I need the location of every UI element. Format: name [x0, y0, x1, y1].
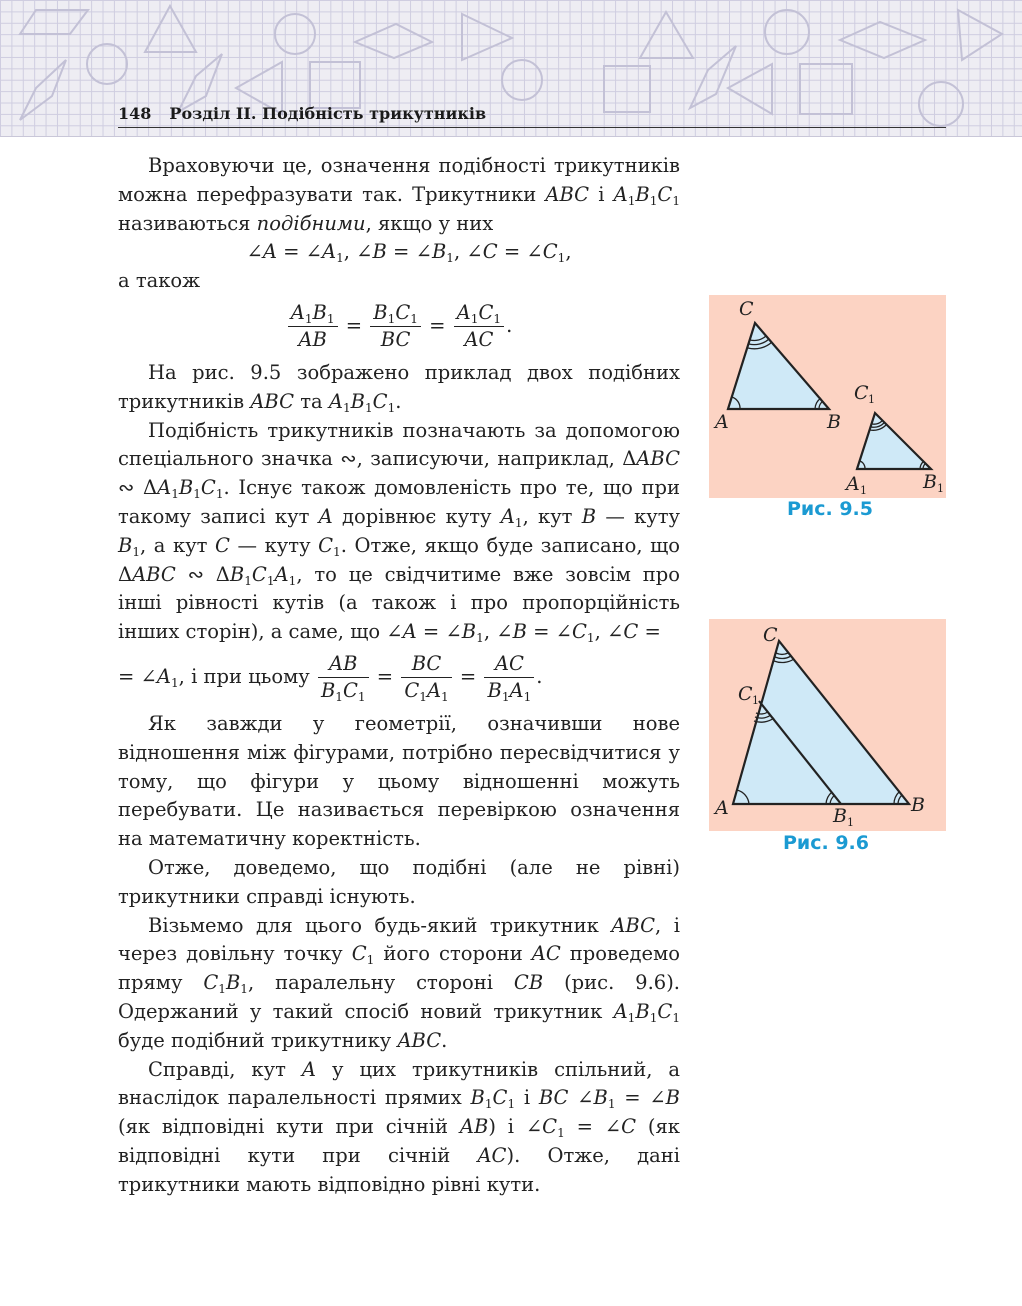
vertex-label: A — [715, 797, 729, 819]
text-span: , паралельну стороні — [247, 971, 494, 995]
vertex-subscript: 1 — [868, 393, 875, 406]
section-title: Розділ ІІ. Подібність трикутників — [169, 104, 487, 123]
text-span: На рис. 9.5 зображено приклад двох подібних трикутників — [118, 360, 680, 413]
ratio-equation: $\frac{A_1B_1}{AB}$ = $\frac{B_1C_1}{BC}$ = $\frac{A_1C_1}{AC}$ . — [118, 296, 680, 359]
text-span: (як відповідні кути при січній — [118, 1115, 449, 1139]
figure-9-5 — [709, 295, 946, 498]
angle-ratio-equation: = $\angle A_1$, і при цьому $\frac{AB}{B_1C_1}$ = $\frac{BC}{C_1A_1}$ = $\frac{AC}{B_1A_1}$ . — [118, 651, 543, 705]
paragraph-also — [118, 267, 680, 296]
vertex-label: C — [738, 683, 753, 705]
text-span: , кут — [522, 504, 573, 528]
page-number: 148 — [118, 104, 152, 123]
paragraph-1: Враховуючи це, означення подібності трикутників можна перефразувати так. Трикутники ABC і $A_1B_1C_1$ називаються подібними, якщо у них — [118, 154, 681, 235]
text-span: , то це свідчитиме вже зовсім про інші рівності кутів (а також і про пропорційність інших сторін), а саме, що — [118, 562, 680, 644]
text-span: . Отже, якщо буде записано, що — [340, 533, 680, 557]
figure-9-6 — [709, 619, 946, 831]
angle-equalities: ∠A = $\angle A_1$, ∠B = $\angle B_1$, ∠C = $\angle C_1$, — [246, 240, 572, 266]
figure-9-5-caption: Рис. 9.5 — [787, 498, 873, 520]
text-span: і — [598, 182, 605, 206]
vertex-label: C — [739, 298, 754, 320]
fraction: $\frac{B_1C_1}{BC}$ — [370, 300, 421, 353]
vertex-subscript: 1 — [860, 484, 867, 497]
vertex-label: C — [763, 624, 778, 646]
text-span: і при цьому — [191, 664, 310, 688]
text-span: ). Отже, дані трикутники мають відповідно рівні кути. — [118, 1143, 680, 1196]
text-span: , і через довільну точку — [118, 913, 680, 966]
paragraph-3: Подібність трикутників позначають за допомогою спеціального значка ∾, записуючи, наприклад, ΔABC ∾ $\Delta A_1B_1C_1$. Існує також домовленість про те, що при такому записі кут A дорівнює куту $A_1$, кут B — куту $B_1$, а кут C — куту $C_1$. Отже, якщо буде записано, що ΔABC ∾ $\Delta B_1C_1A_1$, то це свідчитиме вже зовсім про інші рівності кутів (а також і про пропорційність інших сторін), а саме, що ∠A = $\angle B_1$, ∠B = $\angle C_1$, ∠C = — [118, 418, 681, 646]
text-span: — куту — [605, 504, 681, 528]
fraction: $\frac{BC}{C_1A_1}$ — [401, 651, 451, 704]
text-span: та — [300, 389, 323, 413]
vertex-subscript: 1 — [937, 482, 944, 495]
fraction: $\frac{A_1B_1}{AB}$ — [288, 300, 338, 353]
vertex-label: B — [827, 411, 841, 433]
text-span: Враховуючи це, означення подібності трикутників можна перефразувати так. Трикутники — [118, 154, 680, 206]
fraction: $\frac{AC}{B_1A_1}$ — [484, 651, 534, 704]
vertex-label: B — [923, 471, 937, 493]
fraction: $\frac{A_1C_1}{AC}$ — [454, 300, 504, 353]
text-span: і — [523, 1086, 531, 1110]
text-span: . Існує також домовленість про те, що при такому записі кут — [118, 476, 681, 528]
vertex-label: A — [715, 411, 729, 433]
vertex-label: B — [833, 805, 847, 827]
main-text — [118, 152, 680, 1200]
running-head — [118, 104, 946, 128]
paragraph-2: На рис. 9.5 зображено приклад двох подібних трикутників ABC та $A_1B_1C_1$. — [118, 360, 680, 415]
term-similar: подібними — [256, 211, 366, 235]
text-span: (як відповідні кути при січній — [118, 1115, 680, 1167]
text-span: називаються — [118, 211, 251, 235]
text-span: у цих трикутників спільний, а внаслідок паралельності прямих — [118, 1057, 681, 1110]
text-span: Подібність трикутників позначають за допомогою спеціального значка ∾, записуючи, наприклад, — [118, 418, 680, 471]
vertex-label: C — [854, 382, 869, 404]
vertex-label: A — [846, 473, 860, 495]
page-header — [0, 0, 1022, 137]
vertex-subscript: 1 — [752, 694, 759, 707]
text-span: , якщо у них — [365, 211, 494, 235]
text-span: — куту — [237, 533, 311, 557]
text-span: проведемо пряму — [118, 942, 680, 995]
vertex-label: B — [911, 794, 925, 816]
text-span: Візьмемо для цього будь-який трикутник — [148, 913, 599, 937]
fraction: $\frac{AB}{B_1C_1}$ — [318, 651, 369, 704]
paragraph-7: Справді, кут A у цих трикутників спільний, а внаслідок паралельності прямих $B_1C_1$ і BC $\angle B_1$ = ∠B (як відповідні кути при січній AB) і $\angle C_1$ = ∠C (як відповідні кути при січній AC). Отже, дані трикутники мають відповідно рівні кути. — [118, 1057, 681, 1196]
figure-9-6-caption: Рис. 9.6 — [783, 832, 869, 854]
text-span: , а кут — [140, 533, 208, 557]
paragraph-6: Візьмемо для цього будь-який трикутник ABC, і через довільну точку $C_1$ його сторони AC проведемо пряму $C_1B_1$, паралельну стороні CB (рис. 9.6). Одержаний у такий спосіб новий трикутник $A_1B_1C_1$ буде подібний трикутнику ABC. — [118, 913, 680, 1052]
text-span: буде подібний трикутнику — [118, 1028, 392, 1052]
text-span: ) і — [488, 1115, 514, 1139]
vertex-subscript: 1 — [847, 816, 854, 829]
text-span: його сторони — [383, 942, 523, 966]
text-span: дорівнює куту — [341, 504, 492, 528]
text-span: (рис. 9.6). Одержаний у такий спосіб новий трикутник — [118, 971, 680, 1023]
text-span: а також — [118, 269, 201, 293]
paragraph-5: Отже, доведемо, що подібні (але не рівні) трикутники справді існують. — [118, 855, 680, 908]
text-span: Справді, кут — [148, 1057, 286, 1081]
paragraph-4: Як завжди у геометрії, означивши нове відношення між фігурами, потрібно пересвідчитися у тому, що фігури у цьому відношенні можуть перебувати. Це називається перевіркою означення на математичну коректність. — [118, 711, 680, 851]
